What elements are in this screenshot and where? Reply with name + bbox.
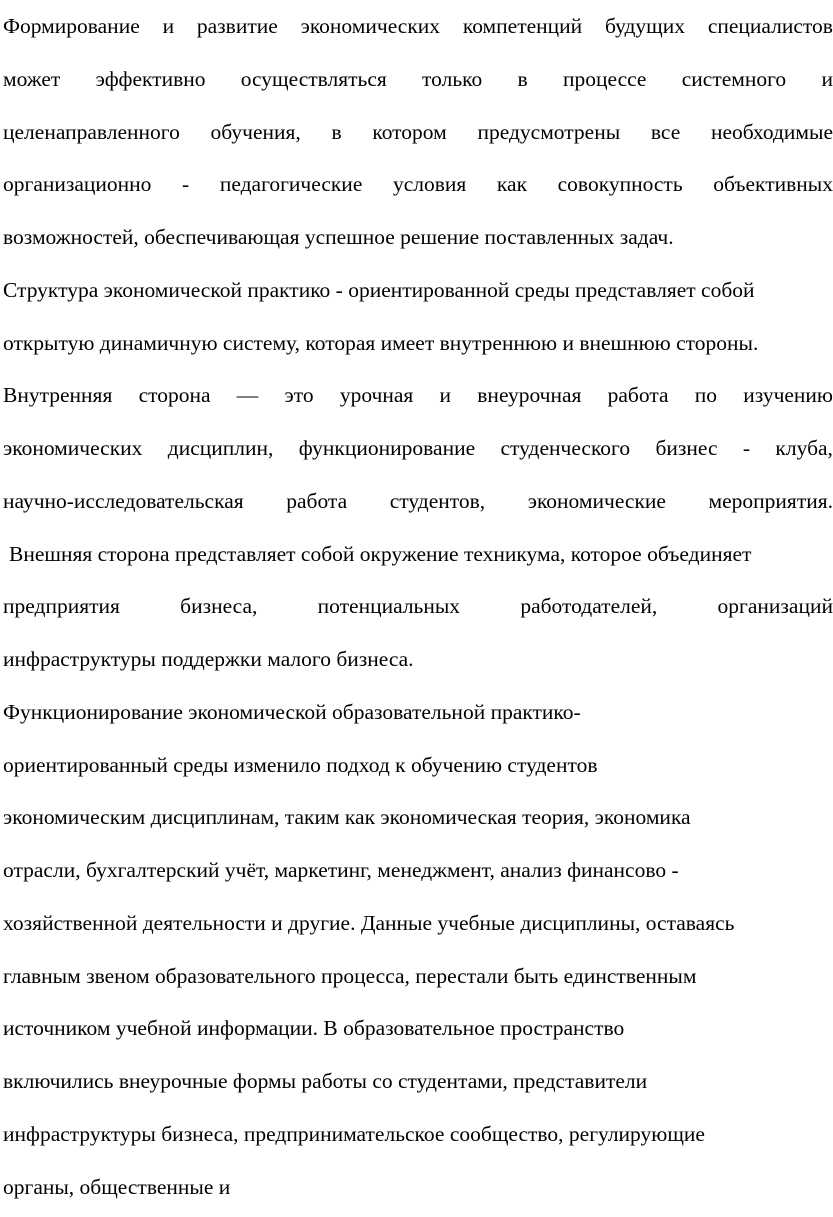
word: бизнес [655, 436, 718, 460]
word: педагогические [219, 172, 363, 197]
text-line: Внешняя сторона представляет собой окружение техникума, которое объединяет [9, 541, 752, 566]
text-line [3, 0, 833, 53]
word: студентов, [389, 488, 486, 513]
word: дисциплин, [167, 436, 274, 460]
text-line: возможностей, обеспечивающая успешное решение поставленных задач. [3, 225, 674, 249]
word: и [821, 66, 833, 91]
word: внеурочная [477, 383, 582, 408]
text-line [3, 53, 833, 106]
text-line: экономическим дисциплинам, таким как экономическая теория, экономика [3, 805, 691, 830]
word: мероприятия. [708, 488, 833, 513]
word: совокупность [557, 172, 683, 197]
word: и [162, 14, 175, 38]
text-line: включились внеурочные формы работы со студентами, представители [3, 1069, 648, 1093]
text-line [3, 580, 833, 633]
word: специалистов [707, 14, 833, 38]
word: экономических [300, 14, 441, 38]
word: Формирование [3, 14, 140, 38]
word: процессе [562, 66, 647, 91]
text-line [3, 475, 833, 528]
text-line: источником учебной информации. В образовательное пространство [3, 1016, 625, 1041]
word: объективных [713, 172, 833, 197]
word: работа [607, 383, 669, 408]
word: компетенций [462, 14, 583, 38]
word: организационно [3, 172, 152, 197]
word: работодателей, [520, 594, 658, 619]
word: - [742, 436, 751, 460]
word: Внутренняя [3, 383, 113, 408]
word: это [284, 383, 314, 408]
word: - [182, 172, 190, 197]
word: может [3, 66, 61, 91]
word: в [331, 119, 342, 144]
text-line [3, 158, 833, 211]
text-line: Функционирование экономической образовательной практико- [3, 699, 581, 724]
word: котором [372, 119, 447, 144]
text-line: открытую динамичную систему, которая имеет внутреннюю и внешнюю стороны. [3, 330, 759, 355]
text-line: ориентированный среды изменило подход к обучению студентов [3, 752, 598, 777]
word: сторона [138, 383, 211, 408]
text-line: Структура экономической практико - ориентированной среды представляет собой [3, 277, 755, 302]
word: бизнеса, [180, 594, 258, 619]
word: потенциальных [317, 594, 461, 619]
word: только [422, 66, 483, 91]
text-line: главным звеном образовательного процесса, перестали быть единственным [3, 963, 697, 988]
word: будущих [604, 14, 685, 38]
word: экономических [3, 436, 143, 460]
word: научно-исследовательская [3, 488, 244, 513]
word: системного [681, 66, 787, 91]
word: экономические [527, 488, 666, 513]
word: обучения, [210, 119, 301, 144]
word: эффективно [95, 66, 206, 91]
word: функционирование [298, 436, 476, 460]
text-line [3, 106, 833, 159]
word: все [650, 119, 681, 144]
text-line [3, 369, 833, 422]
text-line: отрасли, бухгалтерский учёт, маркетинг, менеджмент, анализ финансово - [3, 858, 679, 882]
word: осуществляться [240, 66, 387, 91]
word: урочная [339, 383, 414, 408]
word: целенаправленного [3, 119, 180, 144]
word: необходимые [710, 119, 833, 144]
text-line: инфраструктуры бизнеса, предпринимательское сообщество, регулирующие [3, 1121, 705, 1146]
word: по [694, 383, 718, 408]
word: изучению [743, 383, 833, 408]
text-line: органы, общественные и [3, 1174, 231, 1199]
word: студенческого [500, 436, 631, 460]
word: как [496, 172, 528, 197]
text-line: хозяйственной деятельности и другие. Данные учебные дисциплины, оставаясь [3, 910, 735, 935]
word: в [517, 66, 528, 91]
text-line [3, 422, 833, 475]
word: условия [392, 172, 467, 197]
word: предприятия [3, 594, 120, 619]
word: работа [286, 488, 348, 513]
word: — [236, 383, 259, 408]
word: предусмотрены [477, 119, 621, 144]
word: и [439, 383, 452, 408]
word: организаций [717, 594, 833, 619]
text-line: инфраструктуры поддержки малого бизнеса. [3, 647, 414, 671]
word: клуба, [775, 436, 833, 460]
word: развитие [196, 14, 278, 38]
